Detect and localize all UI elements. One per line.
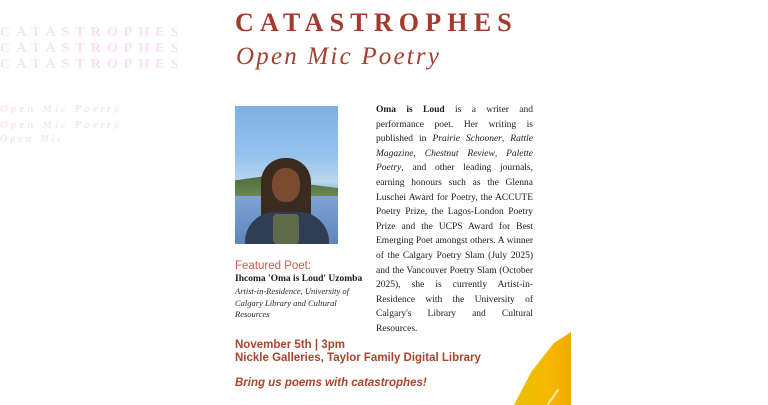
poet-name: Ihcoma 'Oma is Loud' Uzomba [235,274,363,284]
bio-publication: Prairie Schooner [432,134,502,145]
poster-title: CATASTROPHES [235,8,518,37]
poet-role: Artist-in-Residence, University of Calgary Library and Cultural Resources [235,286,350,319]
featured-poet-photo [235,106,338,244]
photo-shirt [273,214,299,244]
event-venue: Nickle Galleries, Taylor Family Digital Library [235,352,481,364]
ghost-title-artifact: CATASTROPHES [0,25,185,40]
accent-highlight [547,389,559,405]
event-tagline: Bring us poems with catastrophes! [235,377,427,389]
bio-publication: Palette Poetry [376,148,533,174]
decorative-accent-shape [514,332,571,405]
bio-name: Oma is Loud [376,105,445,115]
bio-publication: Rattle Magazine [376,134,533,159]
ghost-title-artifact: CATASTROPHES [0,57,185,72]
ghost-subtitle-artifact: Open Mic Poetry [0,103,122,115]
bio-separator: , [494,148,507,159]
poet-bio [376,103,533,337]
bio-publication: Chestnut Review [424,148,495,159]
photo-face [272,168,300,202]
event-date-time: November 5th | 3pm [235,339,345,351]
bio-text: is a writer and performance poet. Her writing is published in [376,105,534,145]
bio-separator: , [413,148,425,159]
ghost-subtitle-artifact: Open Mic [0,134,65,145]
featured-poet-label: Featured Poet: [235,260,312,272]
poster-subtitle: Open Mic Poetry [236,43,442,70]
ghost-subtitle-artifact: Open Mic Poetry [0,119,122,131]
bio-text: , and other leading journals, earning honours such as the Glenna Luschei Award for Poetry, the ACCUTE Poetry Prize, the Lagos-London Poetry Prize and the UCPS Award for Best Emerging Poet amongst others. A winner of the Calgary Poetry Slam (July 2025) and the Vancouver Poetry Slam (October 2025), she is currently Artist-in-Residence with the University of Calgary's Library and Cultural Resources. [376,163,533,334]
ghost-title-artifact: CATASTROPHES [0,41,185,56]
bio-separator: , [501,134,511,145]
